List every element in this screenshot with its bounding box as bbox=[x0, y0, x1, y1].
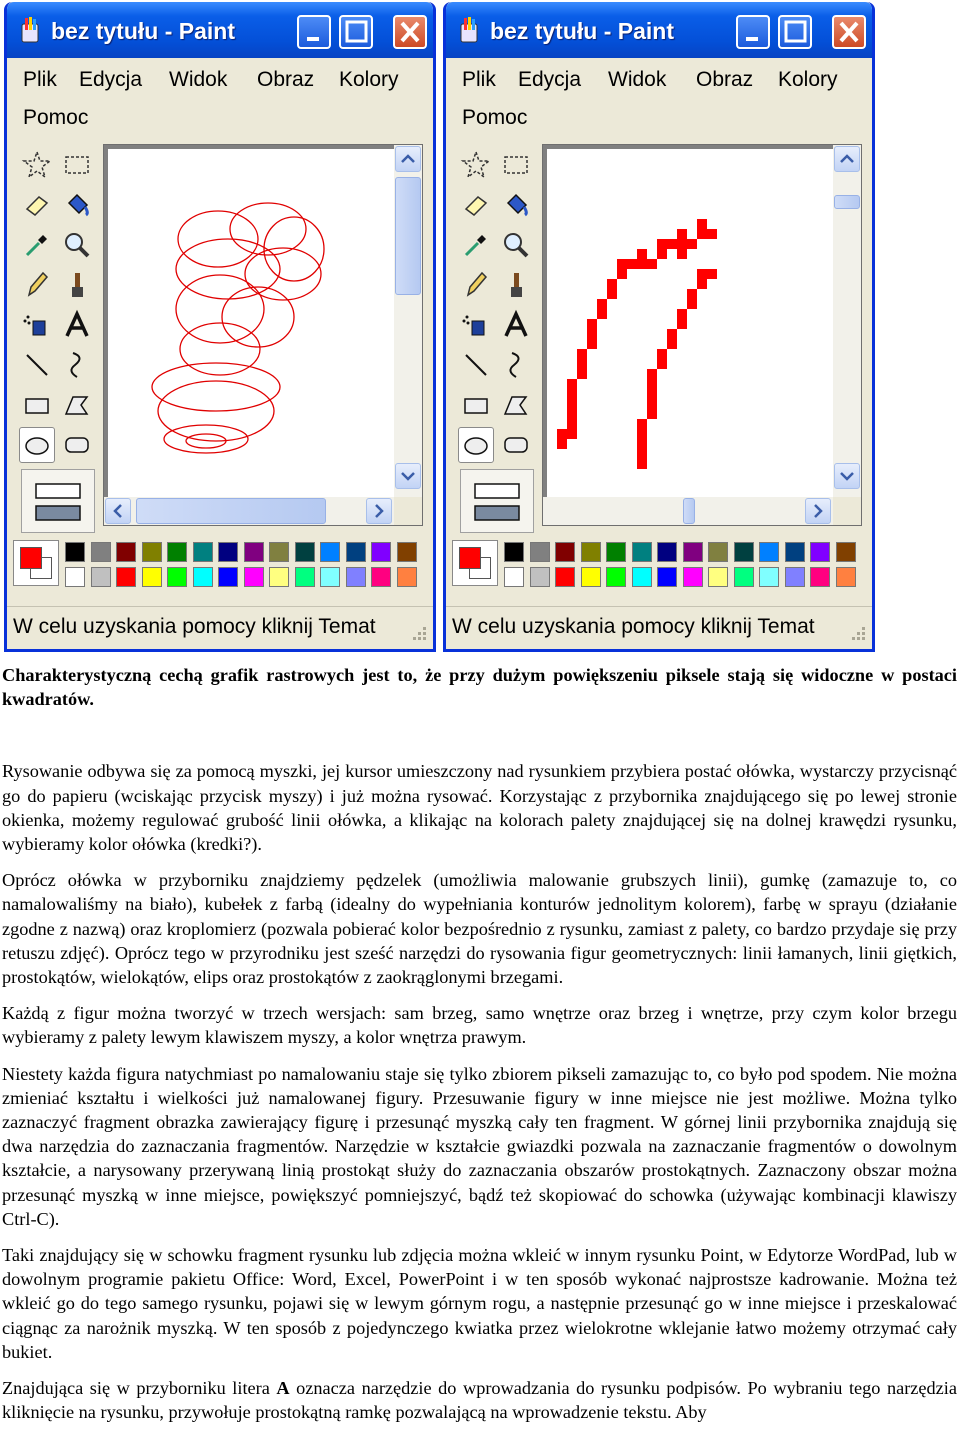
minimize-icon bbox=[738, 17, 768, 47]
magnified-pixel bbox=[657, 239, 697, 249]
color-swatch[interactable] bbox=[167, 542, 187, 562]
color-swatch[interactable] bbox=[734, 542, 754, 562]
maximize-icon bbox=[341, 17, 371, 47]
minimize-button[interactable] bbox=[297, 15, 331, 49]
magnifier-tool[interactable] bbox=[59, 227, 95, 263]
status-text: W celu uzyskania pomocy kliknij Temat bbox=[13, 615, 376, 638]
rect-select-icon bbox=[61, 149, 93, 181]
ellipse-tool[interactable] bbox=[19, 427, 55, 463]
vertical-scroll-thumb[interactable] bbox=[834, 195, 860, 209]
brush-icon bbox=[500, 269, 532, 301]
color-swatch[interactable] bbox=[218, 567, 238, 587]
vertical-scrollbar[interactable] bbox=[394, 145, 422, 499]
color-swatch[interactable] bbox=[91, 542, 111, 562]
brush-tool[interactable] bbox=[498, 267, 534, 303]
rectangle-icon bbox=[21, 389, 53, 421]
fill-tool[interactable] bbox=[59, 187, 95, 223]
menu-bar bbox=[446, 58, 872, 138]
paint-bucket-icon bbox=[500, 189, 532, 221]
ellipse-outline bbox=[152, 363, 280, 411]
paint-bucket-icon bbox=[61, 189, 93, 221]
close-button[interactable] bbox=[832, 15, 866, 49]
rounded-rectangle-icon bbox=[61, 429, 93, 461]
color-swatch[interactable] bbox=[295, 567, 315, 587]
window-title: bez tytułu - Paint bbox=[51, 18, 235, 44]
color-swatch[interactable] bbox=[244, 542, 264, 562]
color-swatch[interactable] bbox=[810, 542, 830, 562]
free-select-tool[interactable] bbox=[458, 147, 494, 183]
magnified-pixel bbox=[667, 329, 677, 349]
ellipse-outline bbox=[176, 239, 280, 299]
menu-bar bbox=[7, 58, 433, 138]
rounded-rectangle-icon bbox=[500, 429, 532, 461]
rounded-rectangle-tool[interactable] bbox=[498, 427, 534, 463]
pencil-tool[interactable] bbox=[458, 267, 494, 303]
close-icon bbox=[395, 17, 425, 47]
chevron-up-icon bbox=[396, 147, 420, 171]
menu-kolory[interactable]: Kolory bbox=[339, 68, 399, 91]
primary-color bbox=[20, 547, 42, 569]
window-title: bez tytułu - Paint bbox=[490, 18, 674, 44]
vertical-scrollbar[interactable] bbox=[833, 145, 861, 499]
magnifier-icon bbox=[61, 229, 93, 261]
color-swatch[interactable] bbox=[320, 542, 340, 562]
menu-obraz[interactable]: Obraz bbox=[696, 68, 754, 91]
polygon-tool[interactable] bbox=[498, 387, 534, 423]
drawing-canvas[interactable] bbox=[108, 149, 398, 499]
color-swatch[interactable] bbox=[371, 542, 391, 562]
zoomed-pixel-drawing bbox=[547, 149, 837, 499]
color-swatch[interactable] bbox=[167, 567, 187, 587]
tool-options-panel[interactable] bbox=[21, 469, 95, 533]
paragraph-clipboard: Taki znajdujący się w schowku fragment rysunku lub zdjęcia można wkleić w innym rysunku Point, w Edytorze WordPad, lub w dowolnym programie pakietu Office: Word, Excel, PowerPoint i w ten sposób wykonać najprostsze kadrowanie. Można też wkleić go do tego samego rysunku, pojawi się w lewym górnym rogu, a następnie przesunąć go w inne miejsce i przeskalować ciągnąc za narożnik myszką. W ten sposób z pojedynczego kwiatka przez wielokrotne wklejanie łatwo możemy otrzymać cały bukiet. bbox=[2, 1245, 957, 1362]
chevron-left-icon bbox=[106, 499, 130, 523]
menu-edycja[interactable]: Edycja bbox=[79, 68, 143, 91]
title-bar[interactable] bbox=[7, 2, 433, 58]
magnified-pixel bbox=[697, 269, 717, 279]
document-body bbox=[2, 663, 957, 1424]
color-swatch[interactable] bbox=[65, 567, 85, 587]
magnified-pixel bbox=[637, 449, 647, 469]
maximize-button[interactable] bbox=[339, 15, 373, 49]
paragraph-selection: Niestety każda figura natychmiast po namalowaniu staje się tylko zbiorem pikseli zamazując to, co było pod spodem. Nie można zmieniać kształtu i wielkości już namalowanej figury. Przesuwanie figury w inne miejsce nie jest możliwe. Można tylko zaznaczyć fragment obrazka zawierający figurę i przesunąć myszką cały ten fragment. W górnej linii przybornika znajdują się dwa narzędzia do zaznaczania fragmentów. Narzędzie w kształcie gwiazdki pozwala na zaznaczanie fragmentów o dowolnym kształcie, a narysowany przerywaną linią prostokąt służy do zaznaczania obszarów prostokątnych. Zaznaczony obszar można przesunąć myszką w inne miejsce, powiększyć pomniejszyć, bądź też skopiować do schowka (używając kombinacji klawiszy Ctrl-C). bbox=[2, 1063, 957, 1229]
chevron-down-icon bbox=[396, 464, 420, 488]
paragraph-drawing: Rysowanie odbywa się za pomocą myszki, jej kursor umieszczony nad rysunkiem przybiera postać ołówka, wystarczy przycisnąć go do papieru (wciskając przycisk myszy) i już można rysować. Korzystając z przybornika znajdującego się po lewej stronie okienka, możemy regulować grubość linii ołówka, a klikając na kolorach palety znajdującej się na dolnej krawędzi rysunku, wybieramy kolor ołówka (kredki?). bbox=[2, 761, 957, 855]
close-icon bbox=[834, 17, 864, 47]
toolbox bbox=[454, 147, 536, 527]
color-swatch[interactable] bbox=[397, 567, 417, 587]
chevron-right-icon bbox=[367, 499, 391, 523]
paragraph-tools: Oprócz ołówka w przyborniku znajdziemy pędzelek (umożliwia malowanie grubszych linii), gumkę (zamazuje to, co namalowaliśmy na biało), kubełek z farbą (idealny do wypełniania konturów jednolitym kolorem), farbę w sprayu (działanie zgodne z nazwą) oraz kroplomierz (pozwala pobierać kolor bezpośrednio z rysunku, zamiast z palety, co bardzo przydaje się przy retuszu zdjęć). Oprócz tego w przyrodniku jest sześć narzędzi do rysowania figur geometrycznych: linii łamanych, linii giętkich, prostokątów, wielokątów, elips oraz prostokątów z zaokrąglonymi brzegami. bbox=[2, 870, 957, 988]
magnified-pixel bbox=[567, 379, 577, 409]
rect-select-icon bbox=[500, 149, 532, 181]
eraser-tool[interactable] bbox=[19, 187, 55, 223]
line-icon bbox=[460, 349, 492, 381]
color-swatch[interactable] bbox=[397, 542, 417, 562]
eraser-icon bbox=[21, 189, 53, 221]
color-swatch[interactable] bbox=[320, 567, 340, 587]
rounded-rectangle-tool[interactable] bbox=[59, 427, 95, 463]
free-select-tool[interactable] bbox=[19, 147, 55, 183]
magnified-pixel bbox=[617, 259, 657, 269]
polygon-icon bbox=[61, 389, 93, 421]
paint-window-left bbox=[4, 2, 436, 652]
curve-icon bbox=[61, 349, 93, 381]
fill-tool[interactable] bbox=[498, 187, 534, 223]
letter-a-icon bbox=[61, 309, 93, 341]
figure-caption: Charakterystyczną cechą grafik rastrowych jest to, że przy dużym powiększeniu piksele stają się widoczne w postaci kwadratów. bbox=[2, 665, 957, 710]
color-swatch[interactable] bbox=[836, 567, 856, 587]
chevron-up-icon bbox=[835, 147, 859, 171]
scroll-corner bbox=[833, 497, 861, 525]
drawing-canvas-zoomed[interactable] bbox=[547, 149, 837, 499]
color-swatch[interactable] bbox=[785, 542, 805, 562]
minimize-button[interactable] bbox=[736, 15, 770, 49]
horizontal-scrollbar[interactable] bbox=[104, 497, 394, 525]
color-swatch[interactable] bbox=[244, 567, 264, 587]
scroll-right-button[interactable] bbox=[805, 498, 831, 524]
magnified-pixel bbox=[637, 419, 647, 449]
magnified-pixel bbox=[697, 229, 717, 239]
menu-widok[interactable]: Widok bbox=[169, 68, 228, 91]
line-tool[interactable] bbox=[458, 347, 494, 383]
color-swatch[interactable] bbox=[346, 542, 366, 562]
text-tool-intro: Znajdująca się w przyborniku litera bbox=[2, 1378, 277, 1399]
resize-grip-icon[interactable] bbox=[411, 625, 429, 643]
color-swatch[interactable] bbox=[708, 567, 728, 587]
menu-widok[interactable]: Widok bbox=[608, 68, 667, 91]
letter-a-icon bbox=[500, 309, 532, 341]
canvas-area bbox=[103, 144, 423, 526]
airbrush-tool[interactable] bbox=[19, 307, 55, 343]
color-swatch[interactable] bbox=[269, 567, 289, 587]
color-swatch[interactable] bbox=[759, 567, 779, 587]
resize-grip-icon[interactable] bbox=[850, 625, 868, 643]
color-swatch[interactable] bbox=[504, 542, 524, 562]
color-swatch[interactable] bbox=[193, 567, 213, 587]
text-tool-description: oznacza narzędzie do wprowadzania do rysunku podpisów. Po wybraniu tego narzędzia kliknięcie na rysunku, przywołuje prostokątną ramkę pozwalającą na wprowadzenie tekstu. Aby bbox=[2, 1378, 957, 1423]
color-swatch[interactable] bbox=[657, 567, 677, 587]
line-tool[interactable] bbox=[19, 347, 55, 383]
magnified-pixel bbox=[677, 309, 687, 329]
pencil-icon bbox=[460, 269, 492, 301]
color-swatch[interactable] bbox=[530, 542, 550, 562]
text-tool[interactable] bbox=[498, 307, 534, 343]
magnified-pixel bbox=[647, 399, 657, 419]
color-palette bbox=[13, 536, 423, 592]
current-colors[interactable] bbox=[452, 540, 498, 586]
ellipse-outline bbox=[245, 248, 321, 300]
eyedropper-icon bbox=[21, 229, 53, 261]
horizontal-scroll-thumb[interactable] bbox=[683, 498, 695, 524]
ellipse-icon bbox=[22, 430, 54, 462]
menu-pomoc[interactable]: Pomoc bbox=[462, 106, 528, 129]
color-swatch[interactable] bbox=[606, 567, 626, 587]
current-colors[interactable] bbox=[13, 540, 59, 586]
scroll-up-button[interactable] bbox=[834, 146, 860, 172]
color-swatch[interactable] bbox=[759, 542, 779, 562]
paint-app-icon bbox=[19, 16, 43, 44]
chevron-down-icon bbox=[835, 464, 859, 488]
rectangle-tool[interactable] bbox=[19, 387, 55, 423]
color-swatch[interactable] bbox=[810, 567, 830, 587]
color-swatch[interactable] bbox=[606, 542, 626, 562]
star-select-icon bbox=[460, 149, 492, 181]
color-swatch[interactable] bbox=[269, 542, 289, 562]
toolbox bbox=[15, 147, 97, 527]
scroll-left-button[interactable] bbox=[105, 498, 131, 524]
ellipse-outline bbox=[222, 287, 294, 347]
color-swatch[interactable] bbox=[504, 567, 524, 587]
color-picker-tool[interactable] bbox=[19, 227, 55, 263]
magnified-pixel bbox=[647, 369, 657, 399]
color-swatch[interactable] bbox=[555, 542, 575, 562]
scroll-right-button[interactable] bbox=[366, 498, 392, 524]
color-swatch[interactable] bbox=[581, 542, 601, 562]
scroll-down-button[interactable] bbox=[834, 463, 860, 489]
letter-a: A bbox=[276, 1378, 290, 1399]
line-icon bbox=[21, 349, 53, 381]
ellipse-drawing bbox=[108, 149, 398, 499]
horizontal-scrollbar[interactable] bbox=[543, 497, 833, 525]
rectangle-icon bbox=[460, 389, 492, 421]
menu-pomoc[interactable]: Pomoc bbox=[23, 106, 89, 129]
scroll-down-button[interactable] bbox=[395, 463, 421, 489]
color-swatch[interactable] bbox=[530, 567, 550, 587]
color-picker-tool[interactable] bbox=[458, 227, 494, 263]
curve-tool[interactable] bbox=[498, 347, 534, 383]
brush-tool[interactable] bbox=[59, 267, 95, 303]
brush-icon bbox=[61, 269, 93, 301]
fill-style-options bbox=[461, 470, 533, 530]
eyedropper-icon bbox=[460, 229, 492, 261]
scroll-up-button[interactable] bbox=[395, 146, 421, 172]
paint-app-icon bbox=[458, 16, 482, 44]
magnified-pixel bbox=[567, 409, 577, 439]
menu-plik[interactable]: Plik bbox=[23, 68, 57, 91]
eraser-icon bbox=[460, 189, 492, 221]
star-select-icon bbox=[21, 149, 53, 181]
color-swatch[interactable] bbox=[632, 567, 652, 587]
magnified-pixel bbox=[597, 299, 607, 319]
chevron-right-icon bbox=[806, 499, 830, 523]
title-bar[interactable] bbox=[446, 2, 872, 58]
paint-window-right bbox=[443, 2, 875, 652]
menu-plik[interactable]: Plik bbox=[462, 68, 496, 91]
horizontal-scroll-thumb[interactable] bbox=[136, 498, 326, 524]
color-palette bbox=[452, 536, 862, 592]
color-swatch[interactable] bbox=[371, 567, 391, 587]
magnified-pixel bbox=[577, 349, 587, 379]
magnified-pixel bbox=[657, 349, 667, 369]
status-text: W celu uzyskania pomocy kliknij Temat bbox=[452, 615, 815, 638]
color-swatch[interactable] bbox=[295, 542, 315, 562]
curve-tool[interactable] bbox=[59, 347, 95, 383]
eraser-tool[interactable] bbox=[458, 187, 494, 223]
rect-select-tool[interactable] bbox=[59, 147, 95, 183]
polygon-tool[interactable] bbox=[59, 387, 95, 423]
tool-options-panel[interactable] bbox=[460, 469, 534, 533]
fill-style-options bbox=[22, 470, 94, 530]
ellipse-icon bbox=[461, 430, 493, 462]
paragraph-shape-versions: Każdą z figur można tworzyć w trzech wersjach: sam brzeg, samo wnętrze oraz brzeg i wnętrze, przy czym kolor brzegu wybieramy z palety lewym klawiszem myszy, a kolor wnętrza prawym. bbox=[2, 1003, 957, 1048]
menu-obraz[interactable]: Obraz bbox=[257, 68, 315, 91]
color-swatch[interactable] bbox=[193, 542, 213, 562]
color-swatch[interactable] bbox=[346, 567, 366, 587]
color-swatch[interactable] bbox=[555, 567, 575, 587]
spray-can-icon bbox=[460, 309, 492, 341]
status-bar bbox=[7, 606, 433, 647]
rect-select-tool[interactable] bbox=[498, 147, 534, 183]
magnified-pixel bbox=[697, 279, 707, 289]
primary-color bbox=[459, 547, 481, 569]
color-swatch[interactable] bbox=[142, 542, 162, 562]
maximize-icon bbox=[780, 17, 810, 47]
maximize-button[interactable] bbox=[778, 15, 812, 49]
color-swatch[interactable] bbox=[683, 567, 703, 587]
color-swatch[interactable] bbox=[734, 567, 754, 587]
color-swatch[interactable] bbox=[581, 567, 601, 587]
color-swatch[interactable] bbox=[683, 542, 703, 562]
ellipse-outline bbox=[230, 203, 306, 255]
rectangle-tool[interactable] bbox=[458, 387, 494, 423]
text-tool[interactable] bbox=[59, 307, 95, 343]
minimize-icon bbox=[299, 17, 329, 47]
color-swatch[interactable] bbox=[657, 542, 677, 562]
color-swatch[interactable] bbox=[836, 542, 856, 562]
paragraph-text-tool bbox=[2, 1376, 957, 1424]
color-swatch[interactable] bbox=[116, 542, 136, 562]
color-swatch[interactable] bbox=[91, 567, 111, 587]
polygon-icon bbox=[500, 389, 532, 421]
ellipse-tool[interactable] bbox=[458, 427, 494, 463]
canvas-area bbox=[542, 144, 862, 526]
magnifier-icon bbox=[500, 229, 532, 261]
color-swatch[interactable] bbox=[785, 567, 805, 587]
magnified-pixel bbox=[607, 279, 617, 299]
curve-icon bbox=[500, 349, 532, 381]
ellipse-outline bbox=[180, 323, 260, 375]
color-swatch[interactable] bbox=[708, 542, 728, 562]
color-swatch[interactable] bbox=[632, 542, 652, 562]
magnified-pixel bbox=[587, 319, 597, 349]
vertical-scroll-thumb[interactable] bbox=[395, 177, 421, 295]
color-swatch[interactable] bbox=[142, 567, 162, 587]
status-bar bbox=[446, 606, 872, 647]
magnified-pixel bbox=[687, 289, 697, 309]
airbrush-tool[interactable] bbox=[458, 307, 494, 343]
menu-kolory[interactable]: Kolory bbox=[778, 68, 838, 91]
pencil-icon bbox=[21, 269, 53, 301]
magnifier-tool[interactable] bbox=[498, 227, 534, 263]
color-swatch[interactable] bbox=[116, 567, 136, 587]
scroll-corner bbox=[394, 497, 422, 525]
spray-can-icon bbox=[21, 309, 53, 341]
color-swatch[interactable] bbox=[218, 542, 238, 562]
close-button[interactable] bbox=[393, 15, 427, 49]
menu-edycja[interactable]: Edycja bbox=[518, 68, 582, 91]
pencil-tool[interactable] bbox=[19, 267, 55, 303]
color-swatch[interactable] bbox=[65, 542, 85, 562]
magnified-pixel bbox=[557, 429, 567, 449]
